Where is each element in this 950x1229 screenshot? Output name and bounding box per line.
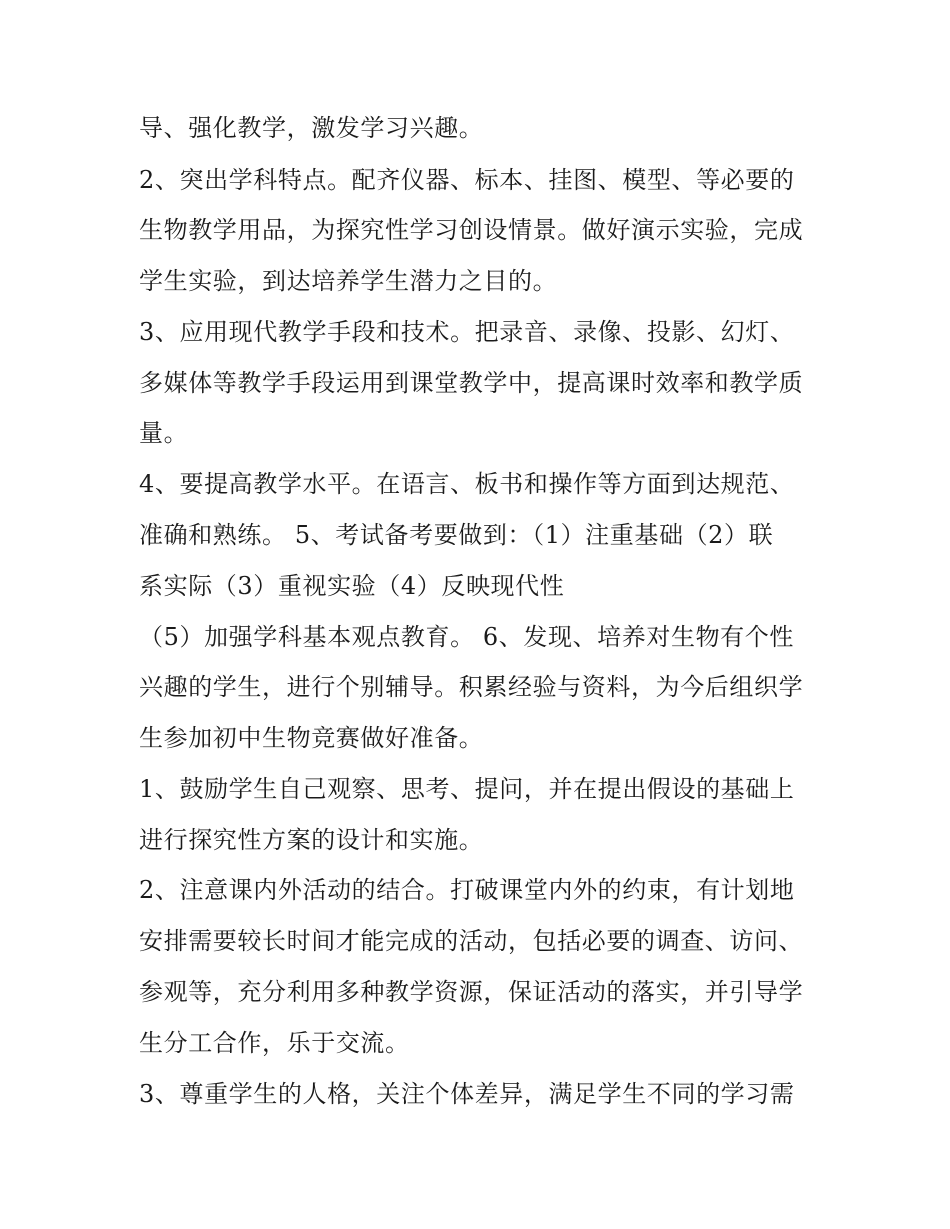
text-line: 3、尊重学生的人格，关注个体差异，满足学生不同的学习需 <box>139 1080 795 1108</box>
text-line: 3、应用现代教学手段和技术。把录音、录像、投影、幻灯、 <box>139 318 795 346</box>
text-line: 系实际（3）重视实验（4）反映现代性 <box>139 572 565 600</box>
text-line: 生参加初中生物竞赛做好准备。 <box>139 724 484 752</box>
text-line: 生物教学用品，为探究性学习创设情景。做好演示实验，完成 <box>139 216 804 244</box>
text-line: 导、强化教学，激发学习兴趣。 <box>139 114 484 142</box>
text-line: 参观等，充分利用多种教学资源，保证活动的落实，并引导学 <box>139 978 804 1006</box>
text-line: 准确和熟练。 5、考试备考要做到：（1）注重基础（2）联 <box>139 521 774 549</box>
text-line: 4、要提高教学水平。在语言、板书和操作等方面到达规范、 <box>139 470 795 498</box>
text-line: 生分工合作，乐于交流。 <box>139 1029 410 1057</box>
text-line: （5）加强学科基本观点教育。 6、发现、培养对生物有个性 <box>139 623 794 651</box>
text-line: 兴趣的学生，进行个别辅导。积累经验与资料，为今后组织学 <box>139 673 804 701</box>
text-line: 多媒体等教学手段运用到课堂教学中，提高课时效率和教学质 <box>139 369 804 397</box>
text-line: 1、鼓励学生自己观察、思考、提问，并在提出假设的基础上 <box>139 775 795 803</box>
text-line: 2、注意课内外活动的结合。打破课堂内外的约束，有计划地 <box>139 876 795 904</box>
text-line: 进行探究性方案的设计和实施。 <box>139 826 484 854</box>
text-line: 安排需要较长时间才能完成的活动，包括必要的调查、访问、 <box>139 927 804 955</box>
text-line: 2、突出学科特点。配齐仪器、标本、挂图、模型、等必要的 <box>139 166 795 194</box>
text-line: 学生实验，到达培养学生潜力之目的。 <box>139 267 558 295</box>
text-line: 量。 <box>139 419 189 447</box>
